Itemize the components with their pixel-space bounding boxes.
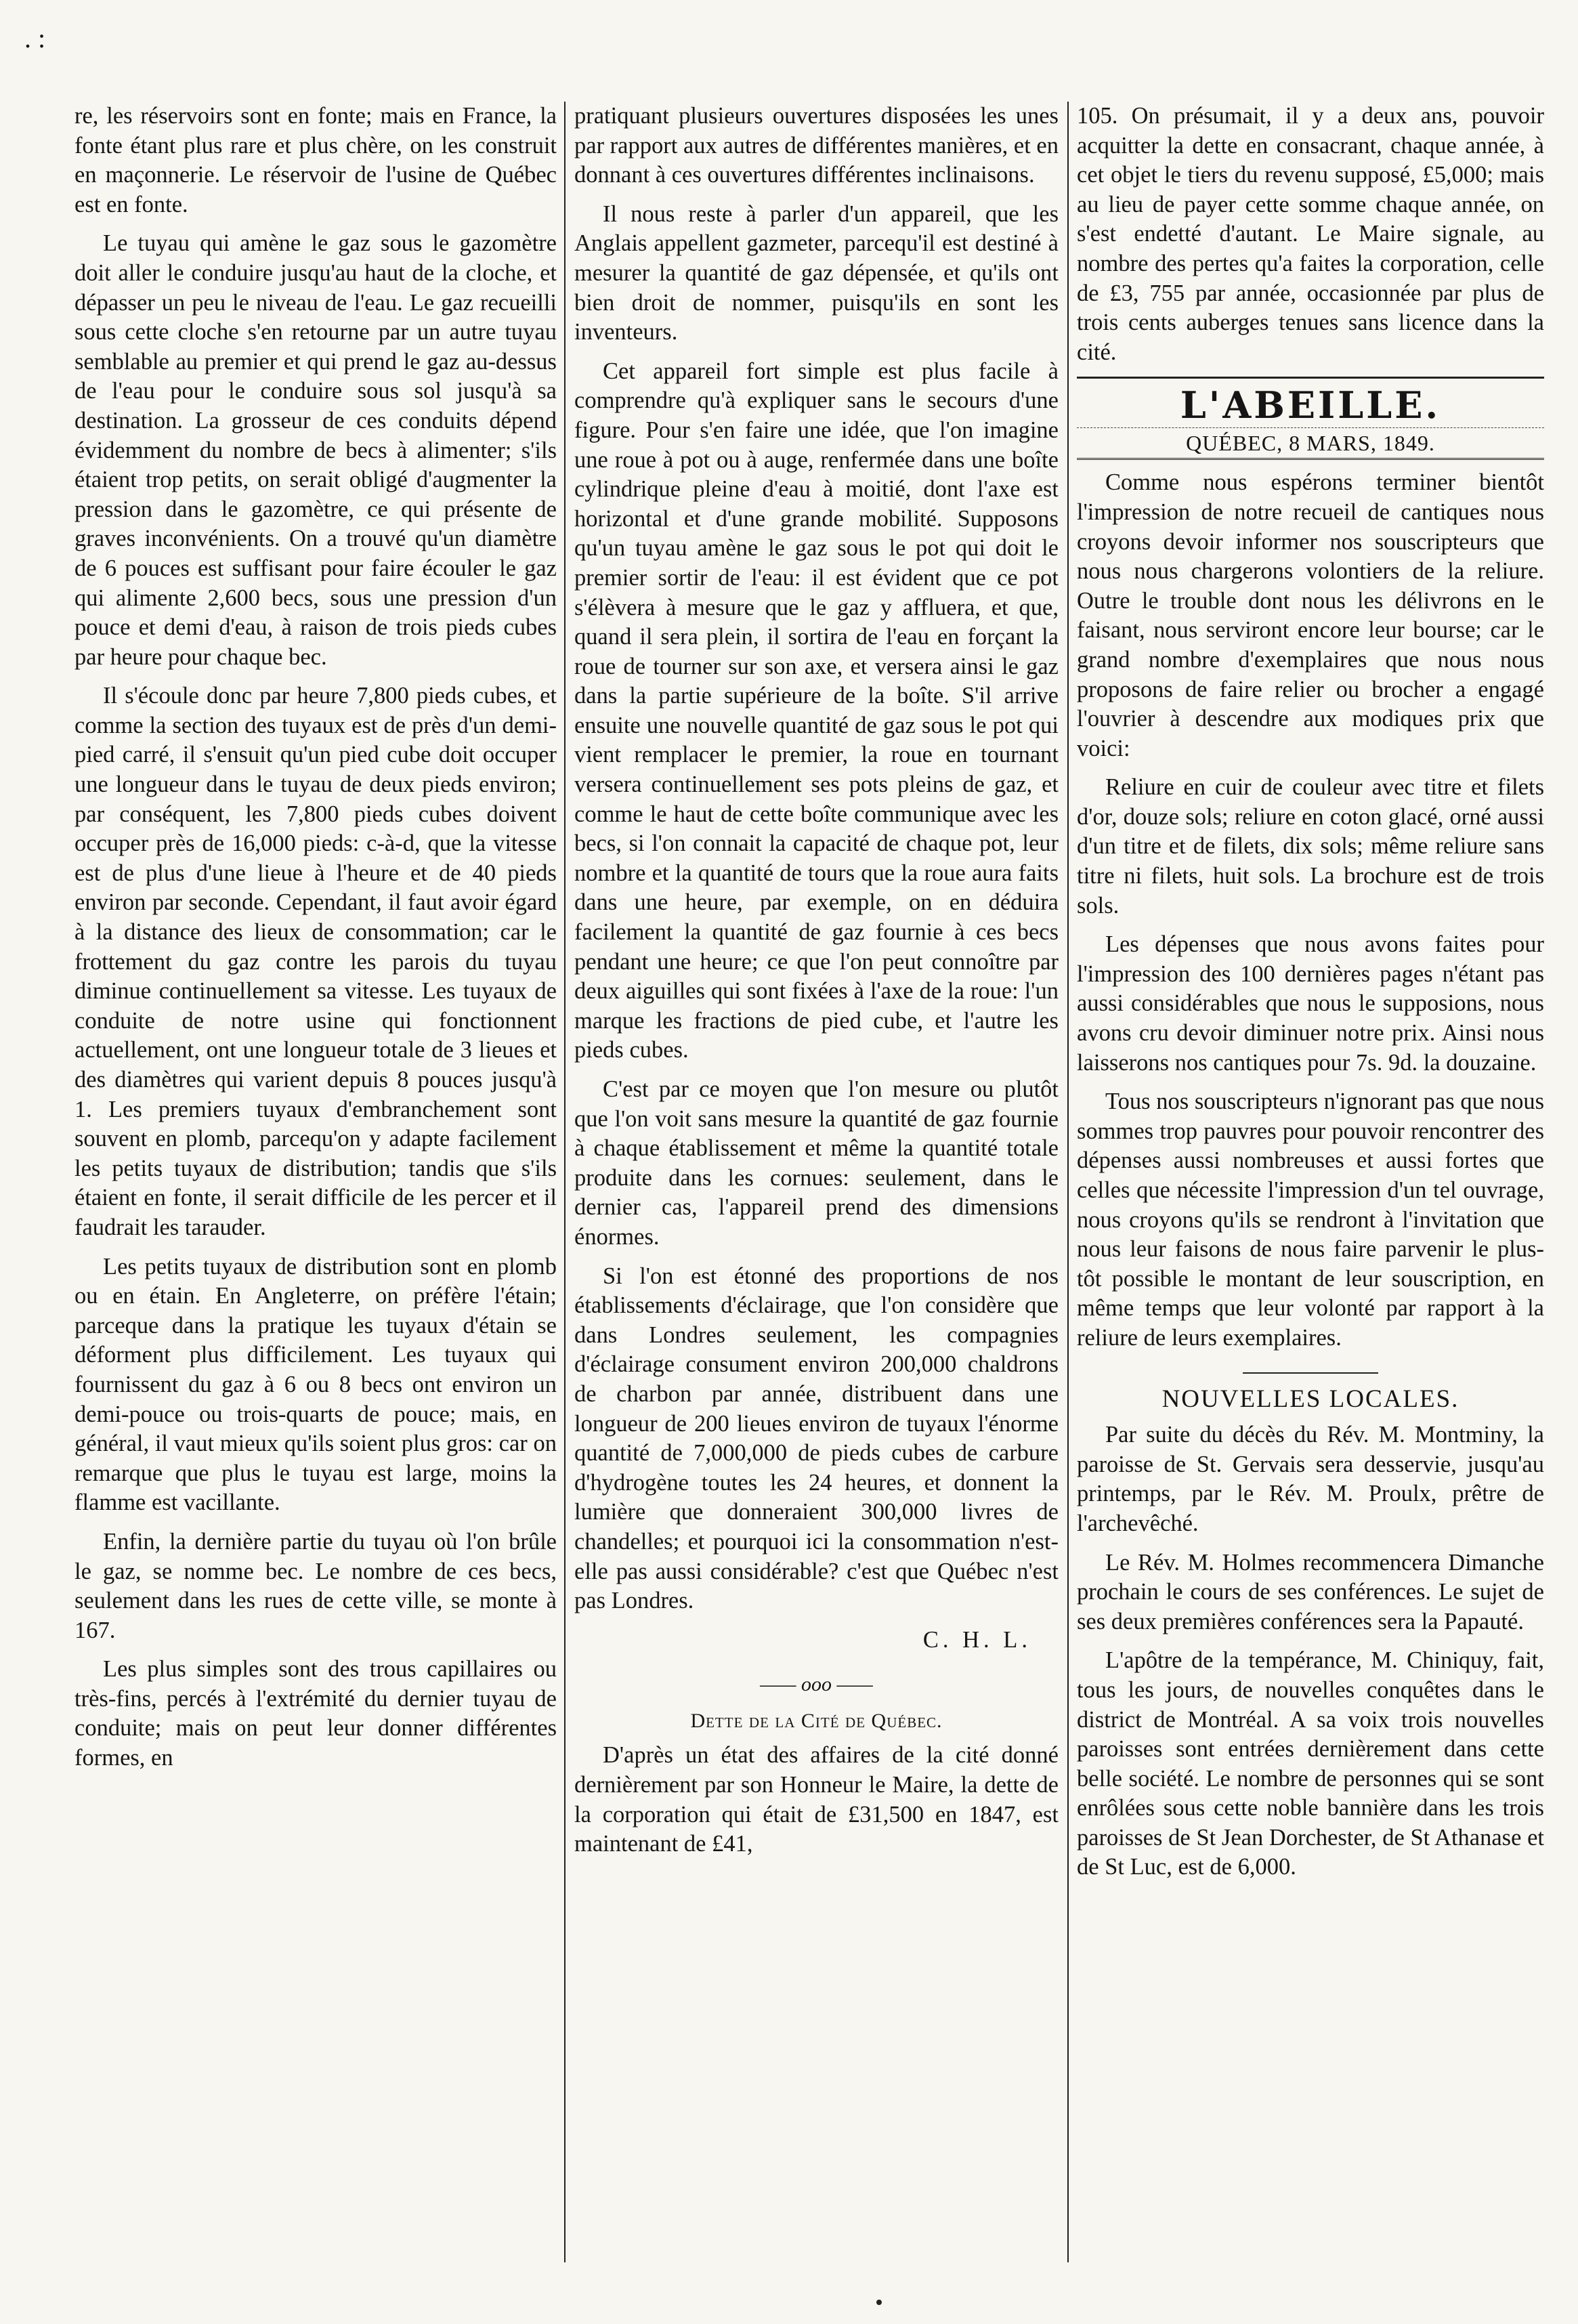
paragraph: Le tuyau qui amène le gaz sous le gazomètre doit aller le conduire jusqu'au haut de la cloche, et dépasser un peu le niveau de l'eau. Le gaz recueilli sous cette cloche s'en retourne par un autre tuyau semblable au premier et qui prend le gaz au-dessus de l'eau pour le conduire sous sol jusqu'à sa destination. La grosseur de ces conduits dépend évidemment du nombre de becs à alimenter; s'ils étaient trop petits, on serait obligé d'augmenter la pression dans le gazomètre, ce qui présente de graves inconvénients. On a trouvé qu'un diamètre de 6 pouces est suffisant pour faire écouler le gaz qui alimente 2,600 becs, sous une pression d'un pouce et demi d'eau, à raison de trois pieds cubes par heure pour chaque bec. xyxy=(74,230,557,670)
page-corner-marks: . : xyxy=(24,23,46,54)
dateline: QUÉBEC, 8 MARS, 1849. xyxy=(1077,427,1544,460)
paragraph: Les dépenses que nous avons faites pour l'impression des 100 dernières pages n'étant pas aussi considérables que nous le supposions, nous avons cru devoir diminuer notre prix. Ainsi nous laisserons nos cantiques pour 7s. 9d. la douzaine. xyxy=(1077,931,1544,1076)
paragraph: Reliure en cuir de couleur avec titre et filets d'or, douze sols; reliure en coton glacé, orné aussi d'un titre et de filets, dix sols; même reliure sans titre ni filets, huit sols. La brochure est de trois sols. xyxy=(1077,774,1544,918)
section-rule xyxy=(1243,1372,1378,1374)
column-divider xyxy=(564,102,566,2262)
paragraph: Le Rév. M. Holmes recommencera Dimanche prochain le cours de ses conférences. Le sujet de ses deux premières conférences sera la Papauté. xyxy=(1077,1549,1544,1634)
article-heading: Dette de la Cité de Québec. xyxy=(690,1709,943,1732)
section-heading: NOUVELLES LOCALES. xyxy=(1161,1385,1459,1413)
column-divider xyxy=(1067,102,1069,2262)
column-1 xyxy=(74,102,557,2269)
paragraph: Cet appareil fort simple est plus facile à comprendre qu'à expliquer sans le secours d'une figure. Pour s'en faire une idée, que l'on imagine une roue à pot ou à auge, renfermée dans une boîte cylindrique pleine d'eau à moitié, dont l'axe est horizontal et d'une grande mobilité. Supposons qu'un tuyau amène le gaz sous le pot qui doit le premier sortir de l'eau: il est évident que ce pot s'élèvera à mesure que le gaz y affluera, et que, quand il sera plein, il sortira de l'eau en forçant la roue de tourner sur son axe, et versera ainsi le gaz dans la partie supérieure de la boîte. S'il arrive ensuite une nouvelle quantité de gaz sous le pot qui vient remplacer le premier, la roue en tournant versera continuellement ses pots pleins de gaz, et comme le haut de cette boîte communique avec les becs, si l'on connait la capacité de chaque pot, leur nombre et la quantité de tours que la roue aura faits dans une heure, par exemple, on en déduira facilement la quantité de gaz fournie à ces becs pendant une heure; ce que l'on peut connoître par deux aiguilles qui sont fixées à l'axe de la roue: l'un marque les fractions de pied cube, et l'autre les pieds cubes. xyxy=(574,358,1059,1063)
article-signature: C. H. L. xyxy=(922,1626,1031,1653)
paragraph: Tous nos souscripteurs n'ignorant pas que nous sommes trop pauvres pour pouvoir rencontrer des dépenses aussi nombreuses et aussi fortes que celles que nécessite l'impression d'un tel ouvrage, nous croyons qu'ils se rendront à l'invitation que nous leur faisons de nous faire parvenir le plus-tôt possible le montant de leur souscription, en même temps que leur volonté par rapport à la reliure de leurs exemplaires. xyxy=(1077,1089,1544,1351)
page-footer-dot xyxy=(876,2300,882,2305)
paragraph: Si l'on est étonné des proportions de nos établissements d'éclairage, que l'on considère que dans Londres seulement, les compagnies d'éclairage consument environ 200,000 chaldrons de charbon par année, distribuent dans une longueur de 200 lieues environ de tuyaux l'énorme quantité de 7,000,000 de pieds cubes de carbure d'hydrogène toutes les 24 heures, et donnent la lumière que donneraient 300,000 livres de chandelles; et pourquoi ici la consommation n'est-elle pas aussi considérable? c'est que Québec n'est pas Londres. xyxy=(574,1263,1059,1614)
paragraph: pratiquant plusieurs ouvertures disposées les unes par rapport aux autres de différentes manières, et en donnant à ces ouvertures différentes inclinaisons. xyxy=(574,103,1059,188)
article-separator: —— ooo —— xyxy=(760,1673,873,1696)
paragraph: C'est par ce moyen que l'on mesure ou plutôt que l'on voit sans mesure la quantité de gaz fournie à chaque établissement et même la quantité totale produite dans les cornues: seulement, dans le dernier cas, l'appareil prend des dimensions énormes. xyxy=(574,1076,1059,1250)
paragraph: Enfin, la dernière partie du tuyau où l'on brûle le gaz, se nomme bec. Le nombre de ces becs, seulement dans les rues de cette ville, se monte à 167. xyxy=(74,1528,557,1643)
paragraph: 105. On présumait, il y a deux ans, pouvoir acquitter la dette en consacrant, chaque année, à cet objet le tiers du revenu supposé, £5,000; mais au lieu de payer cette somme chaque année, on s'est endetté d'autant. Le Maire signale, au nombre des pertes qu'a faites la corporation, celle de £3, 755 par année, occasionnée par plus de trois cents auberges tenues sans licence dans la cité. xyxy=(1077,103,1544,365)
column-3 xyxy=(1077,102,1544,2269)
paragraph: Par suite du décès du Rév. M. Montminy, la paroisse de St. Gervais sera desservie, jusqu'au printemps, par le Rév. M. Proulx, prêtre de l'archevêché. xyxy=(1077,1422,1544,1536)
paragraph: re, les réservoirs sont en fonte; mais en France, la fonte étant plus rare et plus chère, on les construit en maçonnerie. Le réservoir de l'usine de Québec est en fonte. xyxy=(74,103,557,217)
paragraph: L'apôtre de la tempérance, M. Chiniquy, fait, tous les jours, de nouvelles conquêtes dans le district de Montréal. A sa voix trois nouvelles paroisses sont entrées dernièrement dans cette belle société. Le nombre de personnes qui se sont enrôlées sous cette noble bannière dans les trois paroisses de St Jean Dorchester, de St Athanase et de St Luc, est de 6,000. xyxy=(1077,1647,1544,1880)
masthead-title: L'ABEILLE. xyxy=(1077,377,1544,427)
paragraph: Il s'écoule donc par heure 7,800 pieds cubes, et comme la section des tuyaux est de près d'un demi-pied carré, il s'ensuit qu'un pied cube doit occuper une longueur dans le tuyau de deux pieds environ; par conséquent, les 7,800 pieds cubes doivent occuper près de 16,000 pieds: c-à-d, que la vitesse est de plus d'une lieue à l'heure et de 40 pieds environ par seconde. Cependant, il faut avoir égard à la distance des lieux de consommation; car le frottement du gaz contre les parois du tuyau diminue continuellement sa vitesse. Les tuyaux de conduite de notre usine qui fonctionnent actuellement, ont une longueur totale de 3 lieues et des diamètres qui varient depuis 8 pouces jusqu'à 1. Les premiers tuyaux d'embranchement sont souvent en plomb, parcequ'on y adapte facilement les petits tuyaux de distribution; tandis que s'ils étaient en fonte, il serait difficile de les percer et il faudrait les tarauder. xyxy=(74,683,557,1240)
column-2 xyxy=(574,102,1059,2269)
paragraph: Comme nous espérons terminer bientôt l'impression de notre recueil de cantiques nous croyons devoir informer nos souscripteurs que nous nous chargerons volontiers de la reliure. Outre le trouble dont nous les délivrons en le faisant, nous serviront encore leur bourse; car le grand nombre d'exemplaires que nous nous proposons de faire relier ou brocher a engagé l'ouvrier à descendre aux modiques prix que voici: xyxy=(1077,469,1544,761)
newspaper-page xyxy=(74,102,1544,2269)
paragraph: Les plus simples sont des trous capillaires ou très-fins, percés à l'extrémité du dernier tuyau de conduite; mais on peut leur donner différentes formes, en xyxy=(74,1656,557,1771)
paragraph: D'après un état des affaires de la cité donné dernièrement par son Honneur le Maire, la dette de la corporation qui était de £31,500 en 1847, est maintenant de £41, xyxy=(574,1742,1059,1857)
paragraph: Il nous reste à parler d'un appareil, que les Anglais appellent gazmeter, parcequ'il est destiné à mesurer la quantité de gaz dépensée, et qu'ils ont bien droit de nommer, puisqu'ils en sont les inventeurs. xyxy=(574,200,1059,345)
paragraph: Les petits tuyaux de distribution sont en plomb ou en étain. En Angleterre, on préfère l'étain; parceque dans la pratique les tuyaux d'étain se déforment plus difficilement. Les tuyaux qui fournissent du gaz à 6 ou 8 becs ont environ un demi-pouce ou trois-quarts de pouce; mais, en général, il vaut mieux qu'ils soient plus gros: car on remarque que plus le tuyau est large, moins la flamme est vacillante. xyxy=(74,1253,557,1516)
